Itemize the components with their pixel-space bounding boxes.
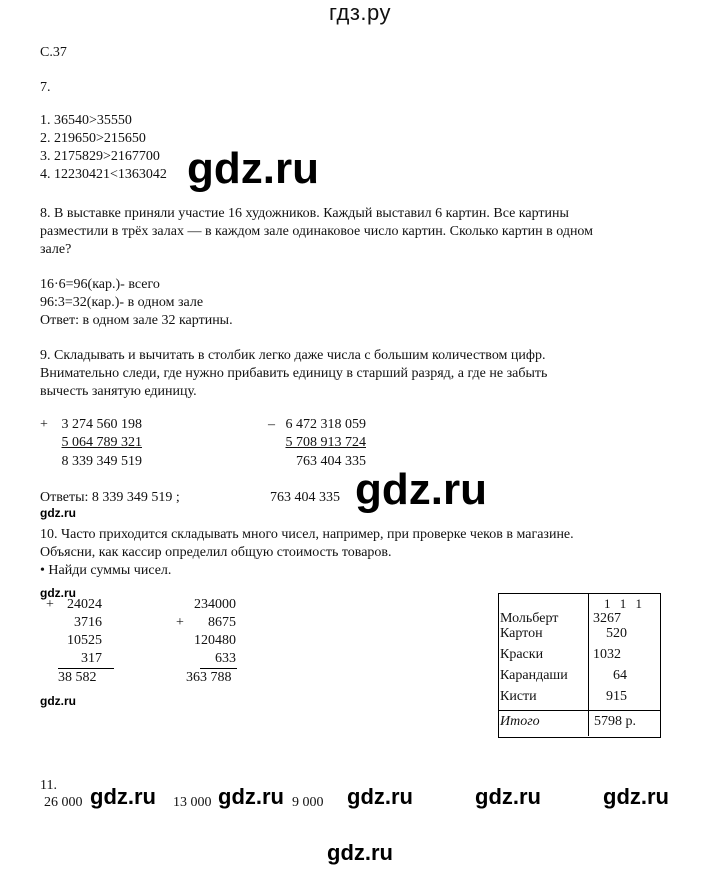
carry-digits: 1 1 1 (604, 596, 645, 611)
receipt-total-label: Итого (500, 714, 540, 729)
col2-number: 633 (215, 651, 236, 666)
sub-operand: 5 708 913 724 (285, 435, 366, 450)
task8-solution-line: 16·6=96(кар.)- всего (40, 277, 160, 292)
receipt-item: Краски (500, 647, 544, 662)
watermark: gdz.ru (90, 784, 156, 809)
task10-line: 10. Часто приходится складывать много чисел, например, при проверке чеков в магазине. (40, 527, 574, 542)
task11-value: 13 000 (173, 795, 212, 810)
sub-sign: – (268, 417, 275, 432)
task10-line: • Найди суммы чисел. (40, 563, 172, 578)
col2-sign: + (176, 615, 184, 630)
task8-line: 8. В выставке приняли участие 16 художников. Каждый выставил 6 картин. Все картины (40, 206, 569, 221)
watermark: gdz.ru (40, 586, 76, 600)
footer-watermark: gdz.ru (327, 840, 393, 865)
site-header: гдз.ру (328, 0, 392, 25)
task10-line: Объясни, как кассир определил общую стоимость товаров. (40, 545, 392, 560)
col2-result: 363 788 (186, 670, 232, 685)
task9-line: вычесть занятую единицу. (40, 384, 197, 399)
watermark: gdz.ru (347, 784, 413, 809)
col2-number: 8675 (208, 615, 236, 630)
receipt-total-divider (499, 710, 660, 711)
task8-solution-line: 96:3=32(кар.)- в одном зале (40, 295, 204, 310)
watermark: gdz.ru (40, 506, 76, 520)
watermark: gdz.ru (40, 694, 76, 708)
col1-number: 317 (81, 651, 102, 666)
receipt-row (499, 668, 660, 686)
receipt-value: 915 (606, 689, 627, 704)
col1-result: 38 582 (58, 670, 97, 685)
task7-line: 1. 36540>35550 (40, 113, 132, 128)
task11-number: 11. (40, 778, 57, 793)
task9-line: 9. Складывать и вычитать в столбик легко даже числа с большим количеством цифр. (40, 348, 546, 363)
watermark: gdz.ru (187, 144, 319, 193)
receipt-value: 1032 (593, 647, 621, 662)
col2-number: 234000 (194, 597, 236, 612)
receipt-row (499, 626, 660, 644)
receipt-row (499, 647, 660, 665)
receipt-total-value: 5798 р. (594, 714, 636, 729)
task8-line: зале? (40, 242, 72, 257)
receipt-item: Мольберт (500, 611, 559, 626)
receipt-item: Картон (500, 626, 543, 641)
task8-answer: Ответ: в одном зале 32 картины. (40, 313, 233, 328)
receipt-value: 3267 (593, 611, 621, 626)
task9-line: Внимательно следи, где нужно прибавить единицу в старший разряд, а где не забыть (40, 366, 548, 381)
receipt-value: 520 (606, 626, 627, 641)
watermark: gdz.ru (355, 465, 487, 514)
receipt-item: Кисти (500, 689, 537, 704)
task8-line: разместили в трёх залах — в каждом зале одинаковое число картин. Сколько картин в одном (40, 224, 594, 239)
receipt-total-row (499, 714, 660, 732)
task9-answer: Ответы: 8 339 349 519 ; (40, 490, 180, 505)
task9-answer-second: 763 404 335 (270, 490, 340, 505)
watermark: gdz.ru (218, 784, 284, 809)
task7-number: 7. (40, 80, 51, 95)
receipt-table (498, 593, 661, 738)
receipt-value: 64 (613, 668, 627, 683)
col1-sign: + (46, 597, 54, 612)
task11-value: 9 000 (292, 795, 324, 810)
add-result: 8 339 349 519 (61, 454, 142, 469)
col1-sum-line (58, 668, 114, 669)
page-reference: С.37 (40, 45, 67, 60)
watermark: gdz.ru (603, 784, 669, 809)
col1-number: 3716 (74, 615, 102, 630)
watermark: gdz.ru (475, 784, 541, 809)
add-operand: 3 274 560 198 (61, 417, 142, 432)
task7-line: 4. 12230421<1363042 (40, 167, 167, 182)
sub-operand: 6 472 318 059 (285, 417, 366, 432)
receipt-row (499, 689, 660, 707)
task11-value: 26 000 (44, 795, 83, 810)
add-sign: + (40, 417, 48, 432)
task7-line: 2. 219650>215650 (40, 131, 146, 146)
sub-result: 763 404 335 (296, 454, 366, 469)
receipt-item: Карандаши (500, 668, 568, 683)
col1-number: 10525 (67, 633, 102, 648)
col1-number: 24024 (67, 597, 102, 612)
task7-line: 3. 2175829>2167700 (40, 149, 160, 164)
col2-number: 120480 (194, 633, 236, 648)
col2-sum-line (200, 668, 237, 669)
add-operand: 5 064 789 321 (61, 435, 142, 450)
